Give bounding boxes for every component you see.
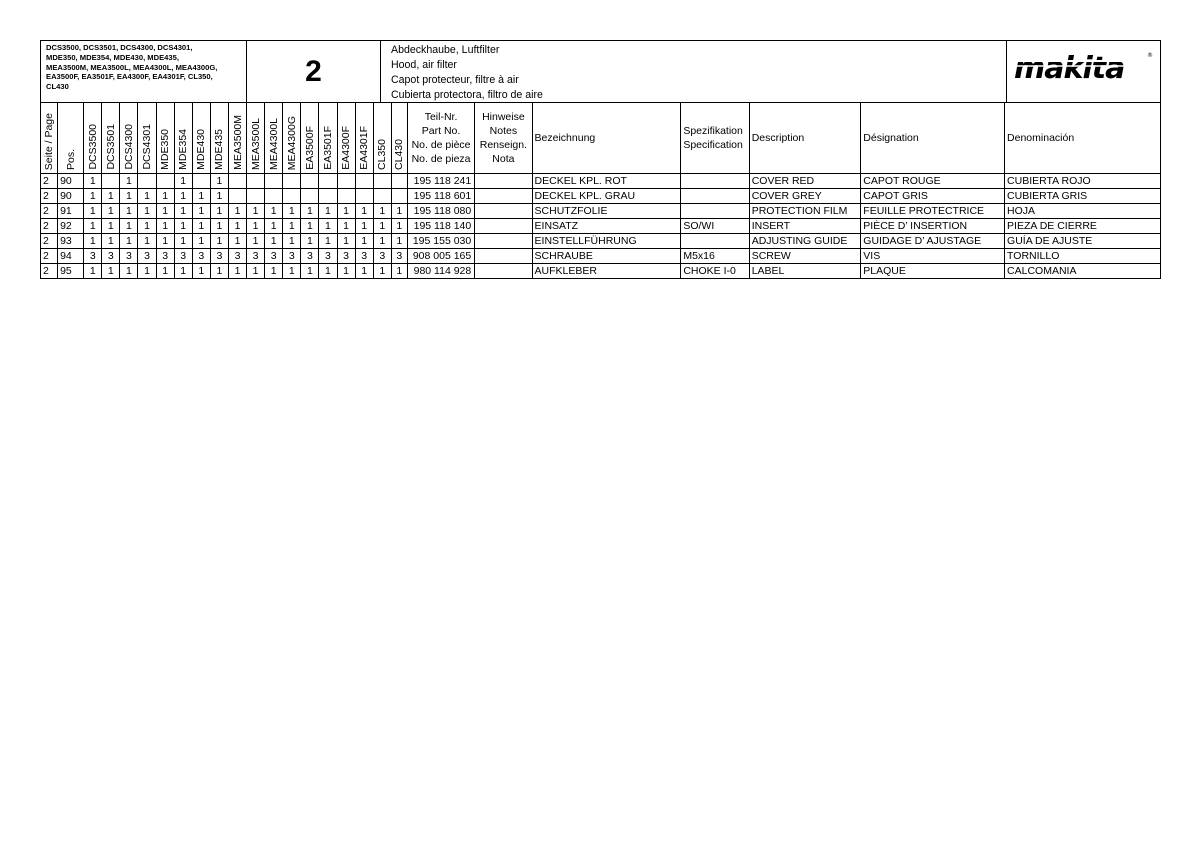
cell-denominacion: PIEZA DE CIERRE bbox=[1005, 219, 1161, 234]
cell-qty: 1 bbox=[228, 204, 246, 219]
cell-description: PROTECTION FILM bbox=[749, 204, 861, 219]
cell-qty: 1 bbox=[355, 204, 373, 219]
cell-pos: 93 bbox=[58, 234, 84, 249]
cell-part-no: 195 118 140 bbox=[407, 219, 474, 234]
col-model: MDE435 bbox=[210, 103, 228, 174]
cell-qty: 1 bbox=[210, 189, 228, 204]
cell-designation: CAPOT ROUGE bbox=[861, 174, 1005, 189]
cell-notes bbox=[475, 174, 532, 189]
cell-qty: 1 bbox=[138, 204, 156, 219]
cell-qty bbox=[355, 189, 373, 204]
cell-qty: 1 bbox=[373, 219, 391, 234]
col-pos: Pos. bbox=[58, 103, 84, 174]
cell-pos: 92 bbox=[58, 219, 84, 234]
col-page: Seite / Page bbox=[41, 103, 58, 174]
cell-page: 2 bbox=[41, 189, 58, 204]
cell-spec bbox=[681, 234, 749, 249]
cell-qty: 1 bbox=[120, 234, 138, 249]
cell-qty bbox=[138, 174, 156, 189]
brand-wordmark: makita bbox=[1014, 51, 1125, 85]
col-model: CL350 bbox=[373, 103, 391, 174]
makita-logo-icon bbox=[1010, 49, 1154, 85]
col-model: MDE354 bbox=[174, 103, 192, 174]
cell-qty: 1 bbox=[247, 264, 265, 279]
cell-qty: 3 bbox=[84, 249, 102, 264]
cell-qty: 3 bbox=[319, 249, 337, 264]
cell-qty: 1 bbox=[174, 189, 192, 204]
cell-qty: 3 bbox=[120, 249, 138, 264]
cell-qty: 1 bbox=[210, 234, 228, 249]
cell-pos: 90 bbox=[58, 189, 84, 204]
cell-qty bbox=[156, 174, 174, 189]
col-model: DCS4301 bbox=[138, 103, 156, 174]
cell-qty: 1 bbox=[156, 189, 174, 204]
cell-qty: 1 bbox=[174, 219, 192, 234]
cell-qty: 1 bbox=[355, 219, 373, 234]
cell-qty bbox=[373, 189, 391, 204]
table-body bbox=[41, 174, 1161, 279]
cell-pos: 95 bbox=[58, 264, 84, 279]
cell-qty: 1 bbox=[120, 174, 138, 189]
cell-spec: CHOKE I-0 bbox=[681, 264, 749, 279]
cell-pos: 90 bbox=[58, 174, 84, 189]
cell-spec: M5x16 bbox=[681, 249, 749, 264]
col-model: DCS3500 bbox=[84, 103, 102, 174]
cell-qty: 1 bbox=[337, 219, 355, 234]
cell-qty bbox=[247, 174, 265, 189]
cell-qty: 1 bbox=[301, 219, 319, 234]
cell-qty: 1 bbox=[355, 264, 373, 279]
brand-logo bbox=[1007, 41, 1160, 102]
cell-description: ADJUSTING GUIDE bbox=[749, 234, 861, 249]
cell-qty: 1 bbox=[174, 234, 192, 249]
table-row bbox=[41, 264, 1161, 279]
cell-qty: 1 bbox=[174, 264, 192, 279]
cell-notes bbox=[475, 219, 532, 234]
cell-qty: 1 bbox=[138, 219, 156, 234]
cell-qty: 1 bbox=[373, 204, 391, 219]
cell-qty bbox=[355, 174, 373, 189]
cell-qty: 1 bbox=[156, 204, 174, 219]
cell-qty: 1 bbox=[210, 204, 228, 219]
cell-designation: GUIDAGE D’ AJUSTAGE bbox=[861, 234, 1005, 249]
col-model: CL430 bbox=[391, 103, 407, 174]
cell-qty: 1 bbox=[337, 204, 355, 219]
model-list-line: MEA3500M, MEA3500L, MEA4300L, MEA4300G, bbox=[46, 62, 218, 72]
cell-qty bbox=[265, 174, 283, 189]
cell-qty: 3 bbox=[210, 249, 228, 264]
col-model: MDE350 bbox=[156, 103, 174, 174]
cell-description: COVER RED bbox=[749, 174, 861, 189]
assembly-title-line: Cubierta protectora, filtro de aire bbox=[391, 89, 543, 101]
cell-qty: 1 bbox=[120, 204, 138, 219]
table-header-row bbox=[41, 103, 1161, 174]
cell-qty: 1 bbox=[102, 234, 120, 249]
cell-qty bbox=[391, 189, 407, 204]
cell-qty: 1 bbox=[391, 219, 407, 234]
cell-page: 2 bbox=[41, 219, 58, 234]
table-row bbox=[41, 189, 1161, 204]
cell-qty: 1 bbox=[391, 204, 407, 219]
cell-denominacion: HOJA bbox=[1005, 204, 1161, 219]
col-notes-line: Notes bbox=[489, 125, 518, 137]
cell-pos: 91 bbox=[58, 204, 84, 219]
cell-qty: 3 bbox=[355, 249, 373, 264]
col-model: MEA3500L bbox=[247, 103, 265, 174]
model-list-line: DCS3500, DCS3501, DCS4300, DCS4301, bbox=[46, 43, 193, 52]
svg-text:®: ® bbox=[1147, 52, 1153, 59]
cell-qty: 1 bbox=[283, 204, 301, 219]
cell-qty: 1 bbox=[355, 234, 373, 249]
cell-designation: PLAQUE bbox=[861, 264, 1005, 279]
cell-spec: SO/WI bbox=[681, 219, 749, 234]
cell-qty: 1 bbox=[84, 234, 102, 249]
col-model: EA3500F bbox=[301, 103, 319, 174]
cell-qty bbox=[373, 174, 391, 189]
cell-qty bbox=[337, 189, 355, 204]
cell-qty bbox=[391, 174, 407, 189]
cell-qty: 1 bbox=[156, 264, 174, 279]
cell-qty bbox=[301, 189, 319, 204]
cell-spec bbox=[681, 189, 749, 204]
cell-qty: 1 bbox=[265, 264, 283, 279]
assembly-titles bbox=[381, 41, 1007, 102]
col-model: MDE430 bbox=[192, 103, 210, 174]
col-notes-line: Nota bbox=[492, 153, 515, 165]
cell-spec bbox=[681, 204, 749, 219]
cell-qty: 1 bbox=[265, 219, 283, 234]
cell-qty: 3 bbox=[373, 249, 391, 264]
cell-qty: 1 bbox=[120, 219, 138, 234]
cell-page: 2 bbox=[41, 234, 58, 249]
col-model: MEA4300L bbox=[265, 103, 283, 174]
cell-qty: 1 bbox=[174, 204, 192, 219]
cell-qty: 1 bbox=[84, 204, 102, 219]
cell-qty bbox=[247, 189, 265, 204]
cell-qty: 3 bbox=[391, 249, 407, 264]
cell-designation: FEUILLE PROTECTRICE bbox=[861, 204, 1005, 219]
cell-qty: 1 bbox=[283, 234, 301, 249]
cell-qty bbox=[283, 174, 301, 189]
cell-qty: 1 bbox=[373, 264, 391, 279]
cell-denominacion: CUBIERTA ROJO bbox=[1005, 174, 1161, 189]
col-model: DCS4300 bbox=[120, 103, 138, 174]
cell-part-no: 195 118 241 bbox=[407, 174, 474, 189]
col-designation: Désignation bbox=[861, 103, 1005, 174]
cell-qty bbox=[228, 189, 246, 204]
cell-pos: 94 bbox=[58, 249, 84, 264]
assembly-title-line: Capot protecteur, filtre à air bbox=[391, 74, 519, 86]
cell-qty: 1 bbox=[283, 264, 301, 279]
assembly-title-line: Abdeckhaube, Luftfilter bbox=[391, 44, 500, 56]
cell-qty bbox=[337, 174, 355, 189]
col-description: Description bbox=[749, 103, 861, 174]
cell-qty: 1 bbox=[265, 204, 283, 219]
assembly-title-line: Hood, air filter bbox=[391, 59, 457, 71]
cell-qty: 3 bbox=[301, 249, 319, 264]
cell-qty: 1 bbox=[156, 219, 174, 234]
cell-bezeichnung: AUFKLEBER bbox=[532, 264, 681, 279]
cell-qty: 3 bbox=[102, 249, 120, 264]
cell-qty: 1 bbox=[138, 189, 156, 204]
page-number: 2 bbox=[247, 41, 381, 102]
col-model: MEA3500M bbox=[228, 103, 246, 174]
cell-bezeichnung: DECKEL KPL. GRAU bbox=[532, 189, 681, 204]
cell-qty: 1 bbox=[174, 174, 192, 189]
cell-qty: 1 bbox=[84, 174, 102, 189]
col-part-no bbox=[407, 103, 474, 174]
cell-qty: 1 bbox=[319, 234, 337, 249]
cell-qty bbox=[192, 174, 210, 189]
cell-qty: 1 bbox=[84, 219, 102, 234]
cell-page: 2 bbox=[41, 204, 58, 219]
cell-qty: 3 bbox=[156, 249, 174, 264]
cell-qty: 1 bbox=[301, 204, 319, 219]
cell-description: LABEL bbox=[749, 264, 861, 279]
col-model: EA4301F bbox=[355, 103, 373, 174]
cell-qty: 1 bbox=[283, 219, 301, 234]
cell-denominacion: TORNILLO bbox=[1005, 249, 1161, 264]
cell-spec bbox=[681, 174, 749, 189]
model-list-line: CL430 bbox=[46, 82, 69, 92]
cell-qty: 1 bbox=[391, 264, 407, 279]
cell-description: SCREW bbox=[749, 249, 861, 264]
cell-qty: 1 bbox=[301, 264, 319, 279]
cell-qty bbox=[228, 174, 246, 189]
cell-qty: 1 bbox=[102, 204, 120, 219]
parts-sheet bbox=[40, 40, 1161, 279]
col-model: EA4300F bbox=[337, 103, 355, 174]
col-spec-line: Specification bbox=[683, 139, 743, 151]
table-row bbox=[41, 204, 1161, 219]
cell-qty: 1 bbox=[247, 204, 265, 219]
cell-notes bbox=[475, 189, 532, 204]
col-notes bbox=[475, 103, 532, 174]
model-list-line: EA3500F, EA3501F, EA4300F, EA4301F, CL350, bbox=[46, 72, 213, 82]
cell-qty: 1 bbox=[337, 264, 355, 279]
cell-qty: 3 bbox=[265, 249, 283, 264]
cell-notes bbox=[475, 264, 532, 279]
col-spec bbox=[681, 103, 749, 174]
cell-qty: 1 bbox=[192, 204, 210, 219]
cell-qty: 3 bbox=[174, 249, 192, 264]
cell-qty: 1 bbox=[337, 234, 355, 249]
cell-denominacion: GUÍA DE AJUSTE bbox=[1005, 234, 1161, 249]
cell-page: 2 bbox=[41, 264, 58, 279]
cell-designation: PIÈCE D’ INSERTION bbox=[861, 219, 1005, 234]
cell-qty: 1 bbox=[301, 234, 319, 249]
cell-qty bbox=[265, 189, 283, 204]
col-notes-line: Hinweise bbox=[482, 111, 525, 123]
cell-denominacion: CALCOMANIA bbox=[1005, 264, 1161, 279]
cell-qty: 1 bbox=[228, 264, 246, 279]
col-part-no-line: No. de pieza bbox=[411, 153, 471, 165]
cell-description: INSERT bbox=[749, 219, 861, 234]
cell-qty bbox=[319, 174, 337, 189]
cell-qty: 1 bbox=[102, 219, 120, 234]
cell-page: 2 bbox=[41, 249, 58, 264]
table-row bbox=[41, 174, 1161, 189]
cell-bezeichnung: SCHRAUBE bbox=[532, 249, 681, 264]
col-notes-line: Renseign. bbox=[479, 139, 528, 151]
cell-qty: 1 bbox=[120, 264, 138, 279]
cell-qty: 1 bbox=[192, 189, 210, 204]
cell-qty: 1 bbox=[138, 264, 156, 279]
cell-qty: 1 bbox=[120, 189, 138, 204]
col-part-no-line: Teil-Nr. bbox=[424, 111, 458, 123]
col-model: DCS3501 bbox=[102, 103, 120, 174]
cell-part-no: 908 005 165 bbox=[407, 249, 474, 264]
cell-qty: 3 bbox=[192, 249, 210, 264]
cell-qty bbox=[301, 174, 319, 189]
cell-notes bbox=[475, 234, 532, 249]
cell-page: 2 bbox=[41, 174, 58, 189]
cell-qty: 1 bbox=[192, 234, 210, 249]
cell-qty: 1 bbox=[391, 234, 407, 249]
cell-qty: 1 bbox=[138, 234, 156, 249]
cell-qty: 1 bbox=[247, 219, 265, 234]
col-spec-line: Spezifikation bbox=[683, 125, 743, 137]
cell-qty: 1 bbox=[265, 234, 283, 249]
cell-qty: 3 bbox=[337, 249, 355, 264]
cell-notes bbox=[475, 204, 532, 219]
cell-qty: 1 bbox=[210, 219, 228, 234]
cell-qty bbox=[102, 174, 120, 189]
cell-qty: 1 bbox=[102, 264, 120, 279]
cell-part-no: 195 155 030 bbox=[407, 234, 474, 249]
cell-qty: 1 bbox=[373, 234, 391, 249]
cell-qty: 1 bbox=[84, 264, 102, 279]
sheet-header bbox=[40, 40, 1161, 103]
cell-qty: 1 bbox=[210, 174, 228, 189]
col-part-no-line: No. de pièce bbox=[411, 139, 471, 151]
cell-qty: 3 bbox=[138, 249, 156, 264]
col-model: MEA4300G bbox=[283, 103, 301, 174]
table-row bbox=[41, 219, 1161, 234]
cell-qty: 1 bbox=[192, 219, 210, 234]
model-list bbox=[41, 41, 247, 102]
cell-notes bbox=[475, 249, 532, 264]
cell-bezeichnung: DECKEL KPL. ROT bbox=[532, 174, 681, 189]
parts-table bbox=[40, 103, 1161, 279]
col-model: EA3501F bbox=[319, 103, 337, 174]
cell-denominacion: CUBIERTA GRIS bbox=[1005, 189, 1161, 204]
model-list-line: MDE350, MDE354, MDE430, MDE435, bbox=[46, 52, 179, 62]
cell-qty: 1 bbox=[84, 189, 102, 204]
cell-designation: VIS bbox=[861, 249, 1005, 264]
cell-qty: 1 bbox=[192, 264, 210, 279]
cell-qty: 1 bbox=[210, 264, 228, 279]
cell-part-no: 195 118 080 bbox=[407, 204, 474, 219]
table-row bbox=[41, 249, 1161, 264]
cell-qty: 1 bbox=[247, 234, 265, 249]
cell-qty: 3 bbox=[247, 249, 265, 264]
col-bezeichnung: Bezeichnung bbox=[532, 103, 681, 174]
cell-bezeichnung: EINSTELLFÜHRUNG bbox=[532, 234, 681, 249]
cell-bezeichnung: SCHUTZFOLIE bbox=[532, 204, 681, 219]
cell-qty bbox=[283, 189, 301, 204]
cell-qty: 1 bbox=[102, 189, 120, 204]
table-row bbox=[41, 234, 1161, 249]
cell-qty: 3 bbox=[228, 249, 246, 264]
cell-part-no: 980 114 928 bbox=[407, 264, 474, 279]
cell-qty bbox=[319, 189, 337, 204]
cell-qty: 1 bbox=[319, 264, 337, 279]
cell-bezeichnung: EINSATZ bbox=[532, 219, 681, 234]
cell-qty: 3 bbox=[283, 249, 301, 264]
cell-qty: 1 bbox=[228, 219, 246, 234]
cell-qty: 1 bbox=[228, 234, 246, 249]
cell-qty: 1 bbox=[319, 219, 337, 234]
col-part-no-line: Part No. bbox=[421, 125, 461, 137]
cell-qty: 1 bbox=[319, 204, 337, 219]
cell-description: COVER GREY bbox=[749, 189, 861, 204]
cell-qty: 1 bbox=[156, 234, 174, 249]
col-denominacion: Denominación bbox=[1005, 103, 1161, 174]
cell-designation: CAPOT GRIS bbox=[861, 189, 1005, 204]
cell-part-no: 195 118 601 bbox=[407, 189, 474, 204]
